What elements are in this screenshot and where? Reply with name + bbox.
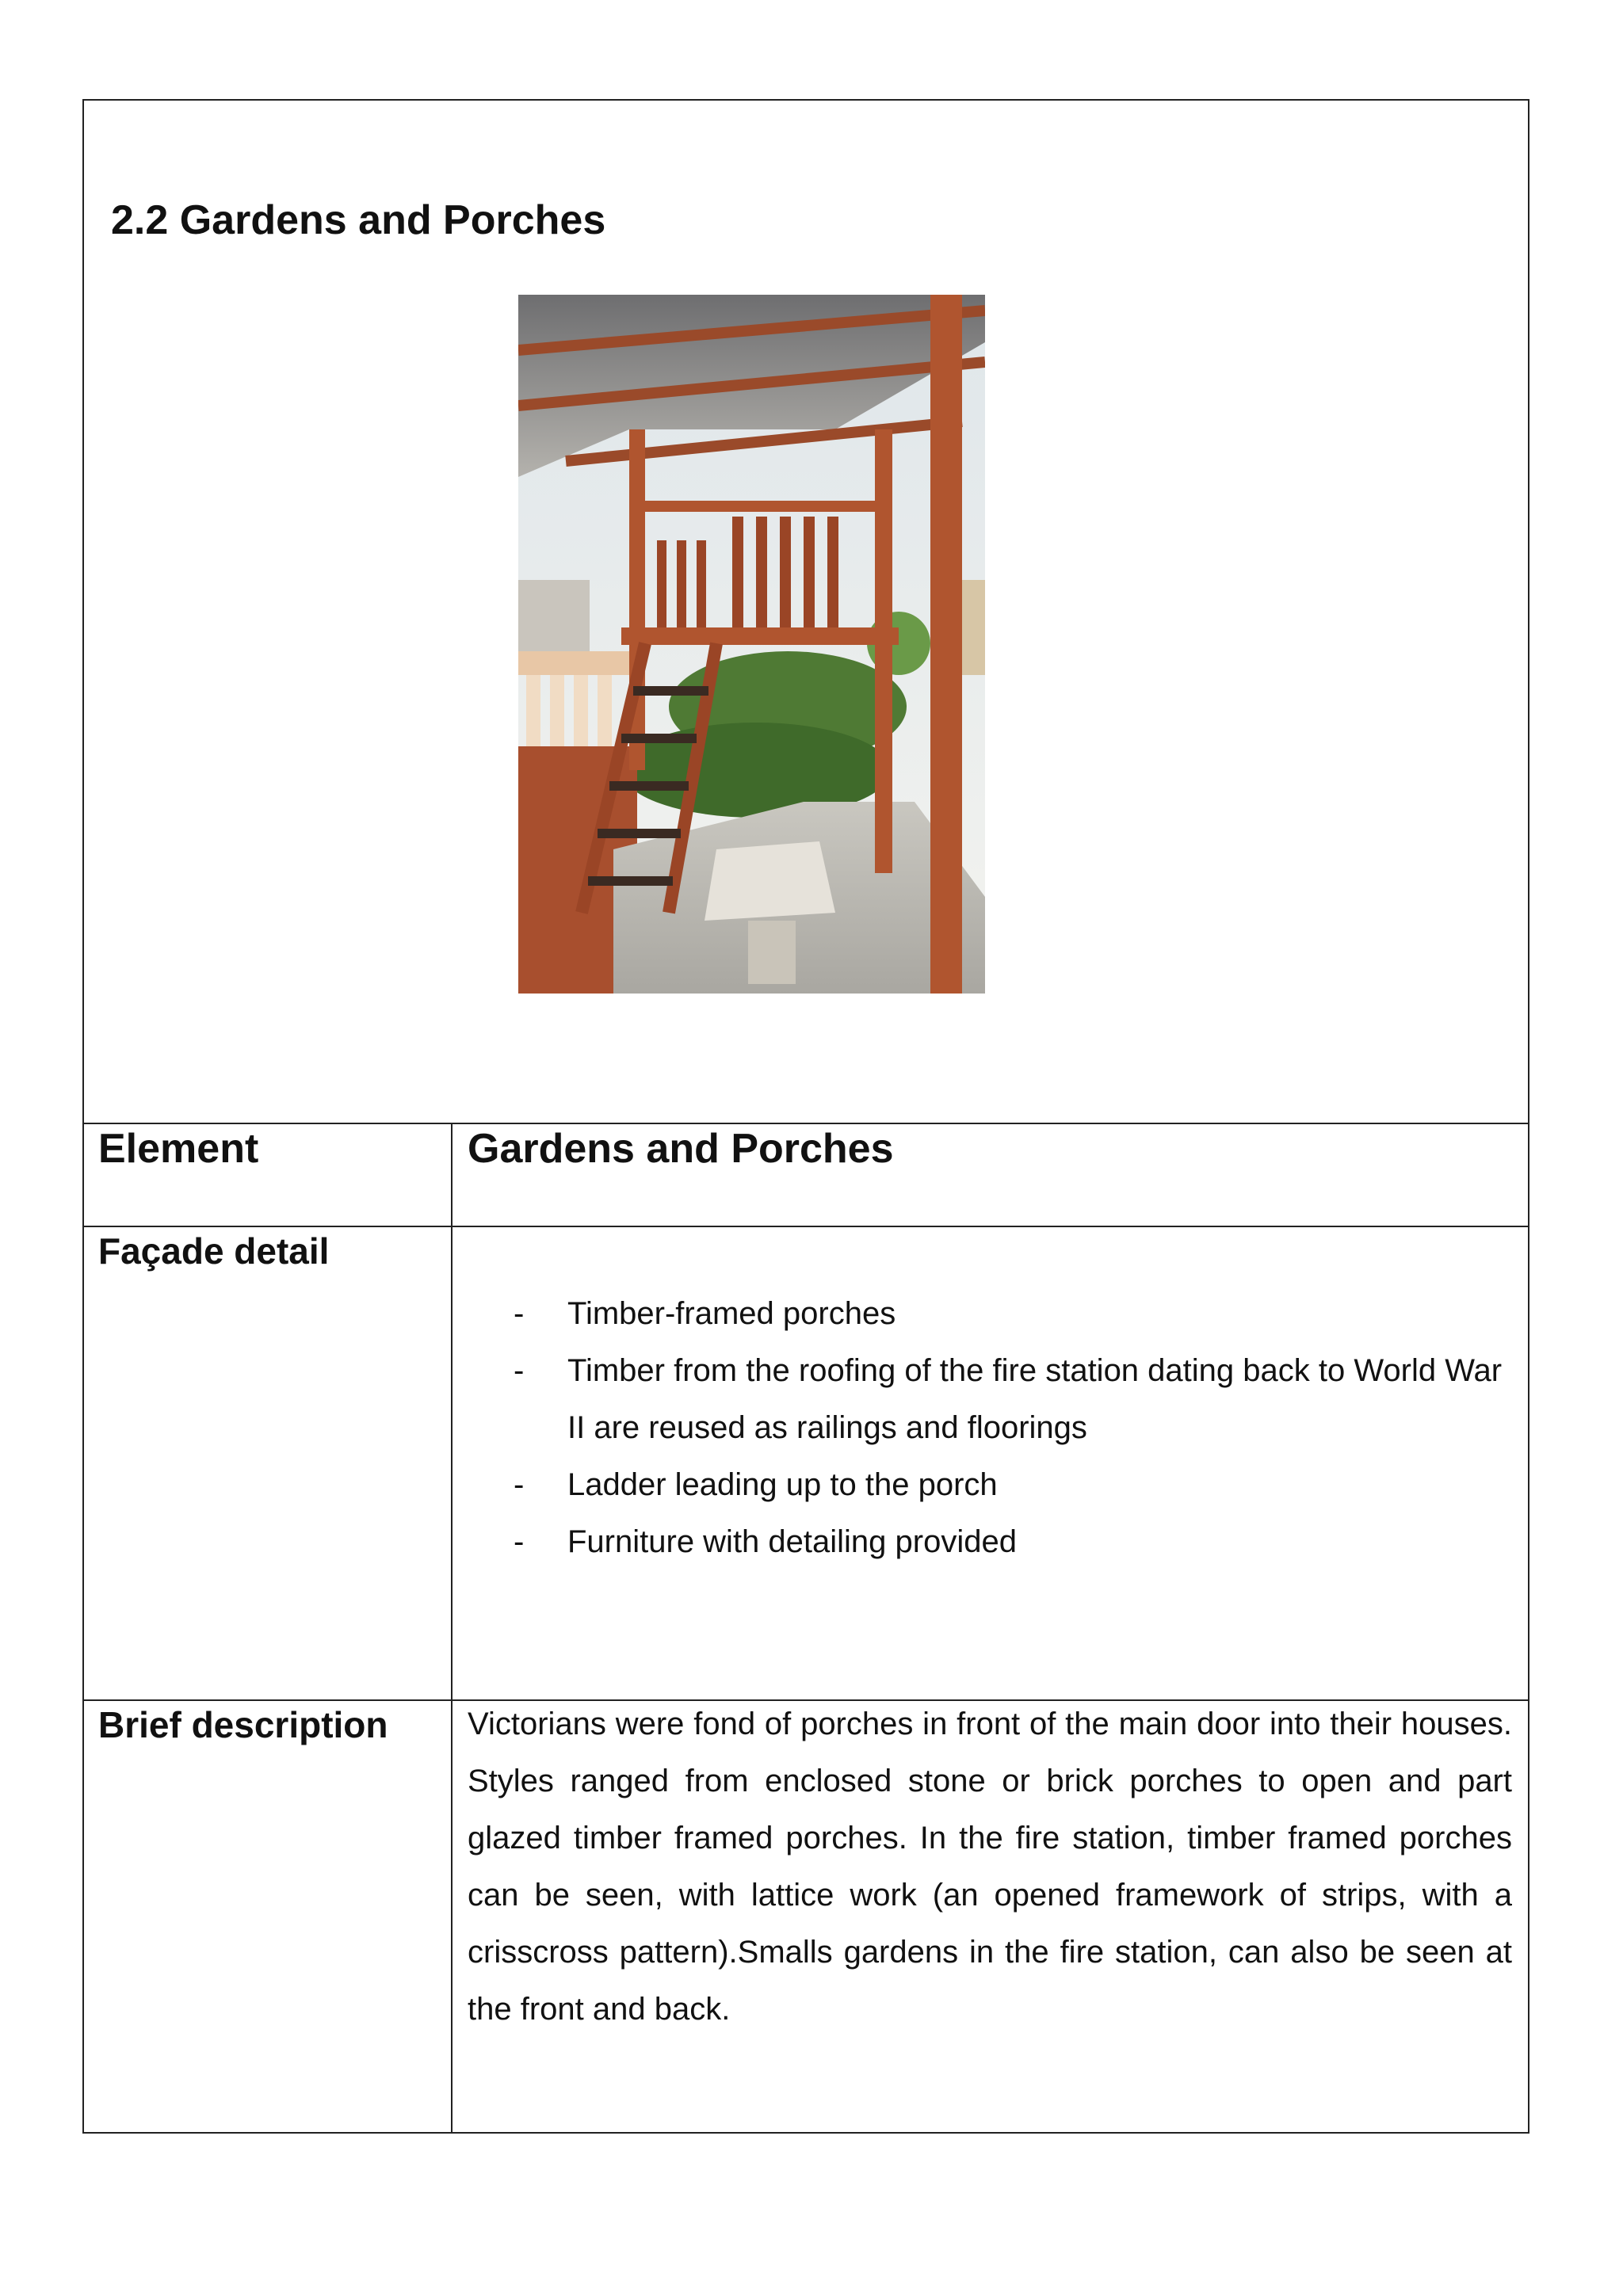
table-header-rule xyxy=(82,1226,1529,1227)
brief-description-text: Victorians were fond of porches in front of the main door into their houses. Styles ranged from enclosed stone or brick porches to open and part glazed timber framed porches. In the fire station, timber framed porches can be seen, with lattice work (an opened framework of strips, with a crisscross pattern).Smalls gardens in the fire station, can also be seen at the front and back. xyxy=(468,1707,1512,2027)
brief-description-label: Brief description xyxy=(98,1704,388,1745)
facade-detail-label: Façade detail xyxy=(98,1230,330,1272)
list-item: - Ladder leading up to the porch xyxy=(514,1467,998,1502)
facade-detail-list xyxy=(507,1285,1514,1570)
list-item: - Furniture with detailing provided xyxy=(514,1524,1017,1559)
table-top-rule xyxy=(82,1123,1529,1124)
porch-photo xyxy=(518,295,985,994)
list-item: - Timber from the roofing of the fire station dating back to World War II are reused as railings and floorings xyxy=(514,1353,1503,1445)
element-value-header: Gardens and Porches xyxy=(468,1126,894,1172)
section-title: 2.2 Gardens and Porches xyxy=(111,197,606,243)
list-item: - Timber-framed porches xyxy=(514,1296,896,1331)
table-column-rule xyxy=(451,1123,453,2134)
element-header: Element xyxy=(98,1126,259,1172)
